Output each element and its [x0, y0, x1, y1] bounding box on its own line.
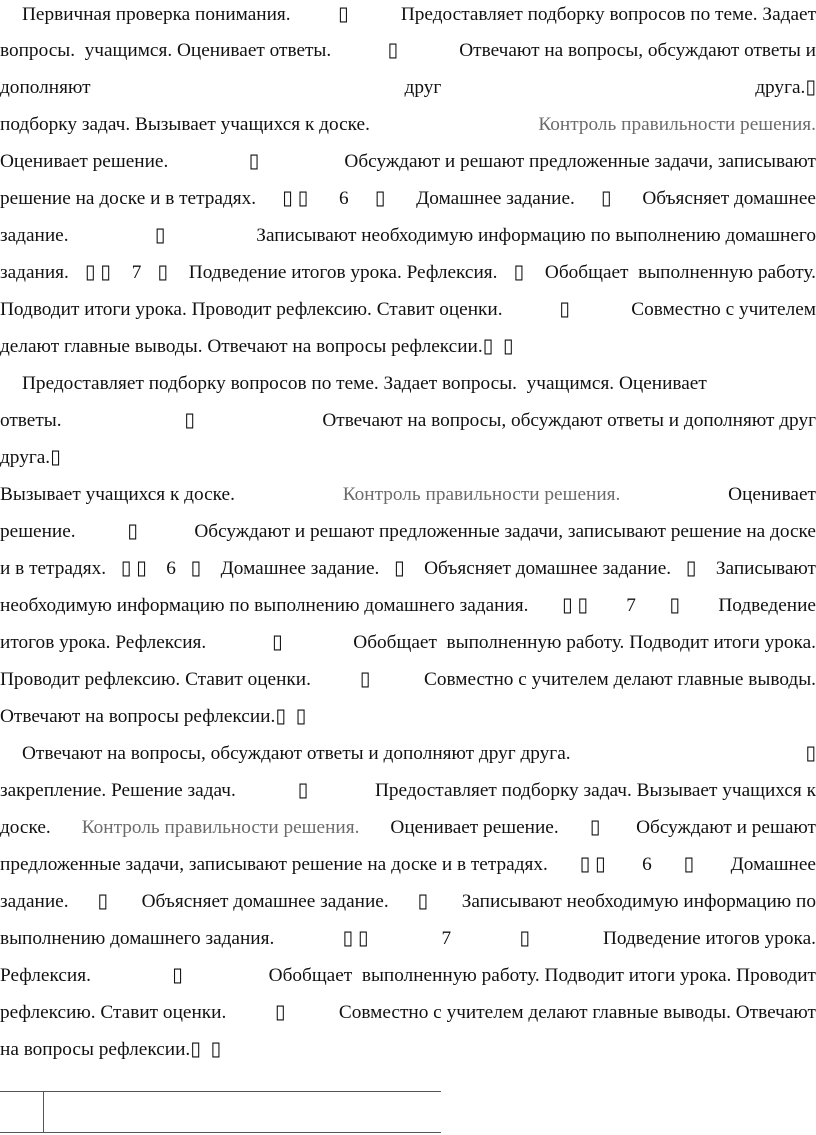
text-fragment: Первичная проверка понимания. [22, 4, 291, 25]
text-fragment: Записывают необходимую информацию по выполнению домашнего [256, 225, 816, 246]
text-line: задание. ▯ Записывают необходимую информацию по выполнению домашнего [0, 221, 816, 251]
text-fragment: 7 [441, 928, 452, 949]
text-fragment: необходимую информацию по выполнению домашнего задания. [0, 595, 529, 616]
text-fragment: Домашнее задание. [220, 558, 380, 579]
text-fragment: и в тетрадях. [0, 558, 107, 579]
text-line: Отвечают на вопросы рефлексии. ▯ ▯ [0, 702, 816, 732]
text-fragment: Подведение итогов урока. Рефлексия. [188, 262, 498, 283]
text-fragment: Обсуждают и решают [636, 817, 816, 838]
text-fragment: 7 [626, 595, 636, 616]
text-line: решение. ▯ Обсуждают и решают предложенные задачи, записывают решение на доске [0, 517, 816, 547]
text-line: друга. ▯ [0, 443, 816, 473]
text-fragment: дополняют [0, 77, 91, 98]
table-column-divider [43, 1091, 44, 1133]
table-border-bottom [0, 1132, 441, 1133]
text-line: рефлексию. Ставит оценки. ▯ Совместно с учителем делают главные выводы. Отвечают [0, 998, 816, 1028]
text-fragment: Оценивает решение. [390, 817, 559, 838]
text-fragment-muted: Контроль правильности решения. [538, 114, 816, 135]
text-fragment: решение на доске и в тетрадях. [0, 188, 257, 209]
text-fragment: задание. [0, 225, 69, 246]
text-fragment: доске. [0, 817, 51, 838]
text-line: Подводит итоги урока. Проводит рефлексию. Ставит оценки. ▯ Совместно с учителем [0, 295, 816, 325]
text-fragment: Предоставляет подборку вопросов по теме. Задает вопросы. учащимся. Оценивает [22, 373, 707, 394]
text-fragment: на вопросы рефлексии. [0, 1039, 191, 1060]
text-fragment: Домашнее задание. [416, 188, 575, 209]
text-fragment: Обсуждают и решают предложенные задачи, записывают решение на доске [194, 521, 816, 542]
text-fragment: задания. [0, 262, 69, 283]
text-fragment: Предоставляет подборку задач. Вызывает учащихся к [374, 780, 816, 801]
text-line: итогов урока. Рефлексия. ▯ Обобщает выполненную работу. Подводит итоги урока. [0, 628, 816, 658]
text-fragment: делают главные выводы. Отвечают на вопросы рефлексии. [0, 336, 483, 357]
text-fragment: Совместно с учителем делают главные выводы. Отвечают [338, 1002, 816, 1023]
text-line: на вопросы рефлексии. ▯ ▯ [0, 1035, 816, 1065]
text-fragment: 6 [166, 558, 176, 579]
text-line: Отвечают на вопросы, обсуждают ответы и дополняют друг друга. ▯ [0, 739, 816, 769]
text-fragment-muted: Контроль правильности решения. [81, 817, 360, 838]
table-border-top [0, 1091, 441, 1092]
text-fragment: предложенные задачи, записывают решение на доске и в тетрадях. [0, 854, 548, 875]
text-line [0, 480, 816, 510]
text-line: закрепление. Решение задач. ▯ Предоставляет подборку задач. Вызывает учащихся к [0, 776, 816, 806]
text-line: задания. ▯ ▯ 7 ▯ Подведение итогов урока. Рефлексия. ▯ Обобщает выполненную работу. [0, 258, 816, 288]
text-line: решение на доске и в тетрадях. ▯ ▯ 6 ▯ Домашнее задание. ▯ Объясняет домашнее [0, 184, 816, 214]
text-line: необходимую информацию по выполнению домашнего задания. ▯ ▯ 7 ▯ Подведение [0, 591, 816, 621]
text-fragment: Записывают [715, 558, 816, 579]
text-fragment: задание. [0, 891, 69, 912]
text-line: Проводит рефлексию. Ставит оценки. ▯ Совместно с учителем делают главные выводы. [0, 665, 816, 695]
text-fragment: Подведение [718, 595, 816, 616]
text-fragment: Отвечают на вопросы рефлексии. [0, 706, 276, 727]
text-fragment: вопросы. учащимся. Оценивает ответы. [0, 40, 332, 61]
text-fragment: Объясняет домашнее задание. [424, 558, 672, 579]
text-fragment: выполнению домашнего задания. [0, 928, 275, 949]
text-fragment: закрепление. Решение задач. [0, 780, 236, 801]
text-fragment: ответы. [0, 410, 62, 431]
text-fragment: Оценивает решение. [0, 151, 169, 172]
text-fragment: Проводит рефлексию. Ставит оценки. [0, 669, 311, 690]
text-fragment: Подводит итоги урока. Проводит рефлексию. Ставит оценки. [0, 299, 503, 320]
text-line: предложенные задачи, записывают решение на доске и в тетрадях. ▯ ▯ 6 ▯ Домашнее [0, 850, 816, 880]
text-line: ответы. ▯ Отвечают на вопросы, обсуждают ответы и дополняют друг [0, 406, 816, 436]
text-fragment: 6 [339, 188, 349, 209]
text-fragment: подборку задач. Вызывает учащихся к доске. [0, 114, 370, 135]
text-line [0, 369, 816, 399]
text-fragment: Обобщает выполненную работу. Подводит итоги урока. Проводит [268, 965, 816, 986]
text-fragment: Обобщает выполненную работу. Подводит итоги урока. [353, 632, 816, 653]
text-fragment-muted: Контроль правильности решения. [342, 484, 621, 505]
text-line: задание. ▯ Объясняет домашнее задание. ▯ Записывают необходимую информацию по [0, 887, 816, 917]
text-fragment: Предоставляет подборку вопросов по теме. Задает [400, 4, 816, 25]
text-line: Первичная проверка понимания. ▯ Предоставляет подборку вопросов по теме. Задает [0, 0, 816, 30]
text-fragment: Обсуждают и решают предложенные задачи, записывают [344, 151, 816, 172]
text-fragment: друга. [0, 447, 51, 468]
text-line [0, 110, 816, 140]
text-fragment: Объясняет домашнее задание. [141, 891, 389, 912]
text-fragment: 6 [642, 854, 652, 875]
text-fragment: Оценивает [728, 484, 816, 505]
text-fragment: Отвечают на вопросы, обсуждают ответы и дополняют друг [322, 410, 816, 431]
text-line: Оценивает решение. ▯ Обсуждают и решают предложенные задачи, записывают [0, 147, 816, 177]
text-fragment: рефлексию. Ставит оценки. [0, 1002, 227, 1023]
text-line: и в тетрадях. ▯ ▯ 6 ▯ Домашнее задание. ▯ Объясняет домашнее задание. ▯ Записывают [0, 554, 816, 584]
text-fragment: 7 [131, 262, 142, 283]
text-line: дополняют друг друга.▯ [0, 73, 816, 103]
text-fragment: друга. [755, 77, 806, 98]
text-fragment: Домашнее [730, 854, 816, 875]
text-fragment: Обобщает выполненную работу. [544, 262, 816, 283]
text-fragment: Подведение итогов урока. [602, 928, 816, 949]
text-fragment: друг [404, 77, 442, 98]
text-fragment: Отвечают на вопросы, обсуждают ответы и [459, 40, 816, 61]
text-fragment: итогов урока. Рефлексия. [0, 632, 207, 653]
text-fragment: Совместно с учителем делают главные выводы. [423, 669, 816, 690]
text-line: делают главные выводы. Отвечают на вопросы рефлексии. ▯ ▯ [0, 332, 816, 362]
text-fragment: решение. [0, 521, 76, 542]
text-fragment: Объясняет домашнее [642, 188, 816, 209]
text-fragment: Записывают необходимую информацию по [461, 891, 816, 912]
text-line: доске. Контроль правильности решения. Оценивает решение. ▯ Обсуждают и решают [0, 813, 816, 843]
text-line: выполнению домашнего задания. ▯ ▯ 7 ▯ Подведение итогов урока. [0, 924, 816, 954]
table-fragment [0, 1091, 441, 1133]
text-fragment: Отвечают на вопросы, обсуждают ответы и дополняют друг друга. [22, 743, 571, 764]
text-fragment: Рефлексия. [0, 965, 91, 986]
text-fragment: Совместно с учителем [631, 299, 816, 320]
text-line: Рефлексия. ▯ Обобщает выполненную работу. Подводит итоги урока. Проводит [0, 961, 816, 991]
text-line: вопросы. учащимся. Оценивает ответы. ▯ Отвечают на вопросы, обсуждают ответы и [0, 36, 816, 66]
text-fragment: Вызывает учащихся к доске. [0, 484, 235, 505]
